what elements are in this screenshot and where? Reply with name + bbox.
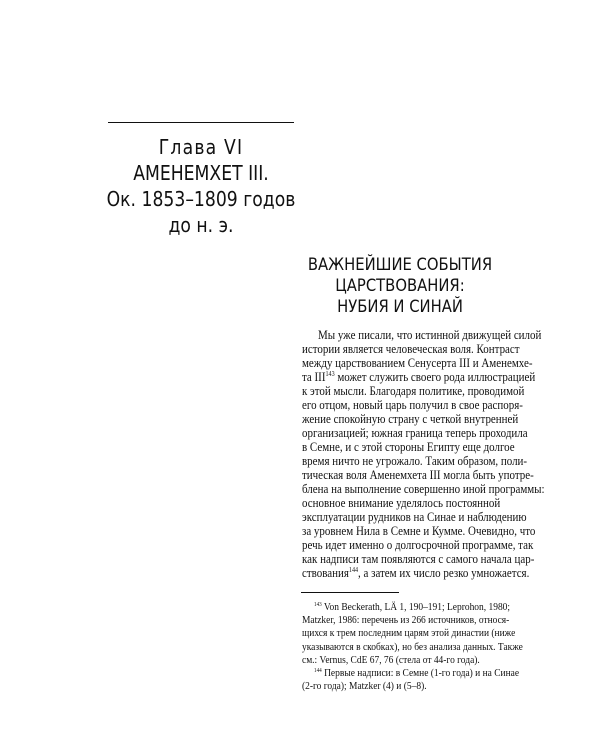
footnote-rule bbox=[301, 592, 399, 593]
line-text: указываются в скобках), но без анализа данных. Также bbox=[302, 640, 523, 653]
line-text: как надписи там появляются с самого начала цар- bbox=[302, 552, 535, 566]
footnote-reference: 143 bbox=[325, 370, 335, 378]
line-text: тическая воля Аменемхета III могла быть употре- bbox=[302, 468, 534, 482]
footnote-line bbox=[314, 600, 511, 614]
footnote-line bbox=[302, 653, 498, 667]
footnote-marker: 143 bbox=[314, 602, 322, 608]
chapter-dates: Ок. 1853–1809 годов bbox=[106, 187, 296, 211]
line-text: ствования bbox=[302, 566, 349, 580]
line-text: за уровнем Нила в Семне и Кумме. Очевидно, что bbox=[302, 524, 536, 538]
line-text: между царствованием Сенусерта III и Аменемхе- bbox=[302, 356, 533, 370]
line-text: эксплуатации рудников на Синае и наблюдению bbox=[302, 510, 527, 524]
footnote-marker: 144 bbox=[314, 668, 322, 674]
line-text: в Семне, и с этой стороны Египту еще долгое bbox=[302, 440, 515, 454]
line-text: время ничто не угрожало. Таким образом, поли- bbox=[302, 454, 528, 468]
chapter-dates-era: до н. э. bbox=[168, 213, 234, 237]
line-text: (2-го года); Matzker (4) и (5–8). bbox=[302, 680, 427, 693]
line-text: жение спокойную страну с четкой внутренней bbox=[302, 412, 519, 426]
footnote-line bbox=[302, 626, 516, 640]
line-text: блена на выполнение совершенно иной программы: bbox=[302, 482, 545, 496]
line-text: та III bbox=[302, 370, 326, 384]
chapter-label: Глава VI bbox=[158, 135, 244, 159]
chapter-title: АМЕНЕМХЕТ III. bbox=[133, 161, 269, 185]
body-line bbox=[302, 564, 530, 583]
footnote-line bbox=[302, 613, 510, 627]
footnote-line bbox=[302, 640, 523, 654]
line-text: , а затем их число резко умножается. bbox=[358, 566, 530, 580]
chapter-top-rule bbox=[108, 122, 294, 123]
line-text: к этой мысли. Благодаря политике, проводимой bbox=[302, 384, 525, 398]
line-text: речь идет именно о долгосрочной программе, так bbox=[302, 538, 534, 552]
line-text: Matzker, 1986: перечень из 266 источников, относя- bbox=[302, 614, 510, 627]
section-heading-line: ЦАРСТВОВАНИЯ: bbox=[335, 276, 465, 296]
section-heading-line: ВАЖНЕЙШИЕ СОБЫТИЯ bbox=[307, 255, 493, 275]
line-text: организацией; южная граница теперь проходила bbox=[302, 426, 528, 440]
line-text: истории является человеческая воля. Контраст bbox=[302, 342, 520, 356]
footnote-reference: 144 bbox=[348, 566, 359, 574]
line-text: Von Beckerath, LÄ 1, 190–191; Leprohon, 1980; bbox=[321, 601, 511, 613]
line-text: может служить своего рода иллюстрацией bbox=[334, 370, 536, 384]
line-text: щихся к трем последним царям этой династии (ниже bbox=[302, 627, 516, 640]
section-heading-line: НУБИЯ И СИНАЙ bbox=[337, 297, 463, 317]
line-text: его отцом, новый царь получил в свое распоря- bbox=[302, 398, 523, 412]
line-text: основное внимание уделялось постоянной bbox=[302, 496, 501, 510]
line-text: см.: Vernus, CdE 67, 76 (стела от 44-го года). bbox=[302, 653, 480, 666]
footnote-line bbox=[302, 679, 498, 693]
footnote-line bbox=[314, 666, 520, 680]
line-text: Мы уже писали, что истинной движущей силой bbox=[318, 328, 542, 342]
line-text: Первые надписи: в Семне (1-го года) и на Синае bbox=[321, 667, 520, 679]
